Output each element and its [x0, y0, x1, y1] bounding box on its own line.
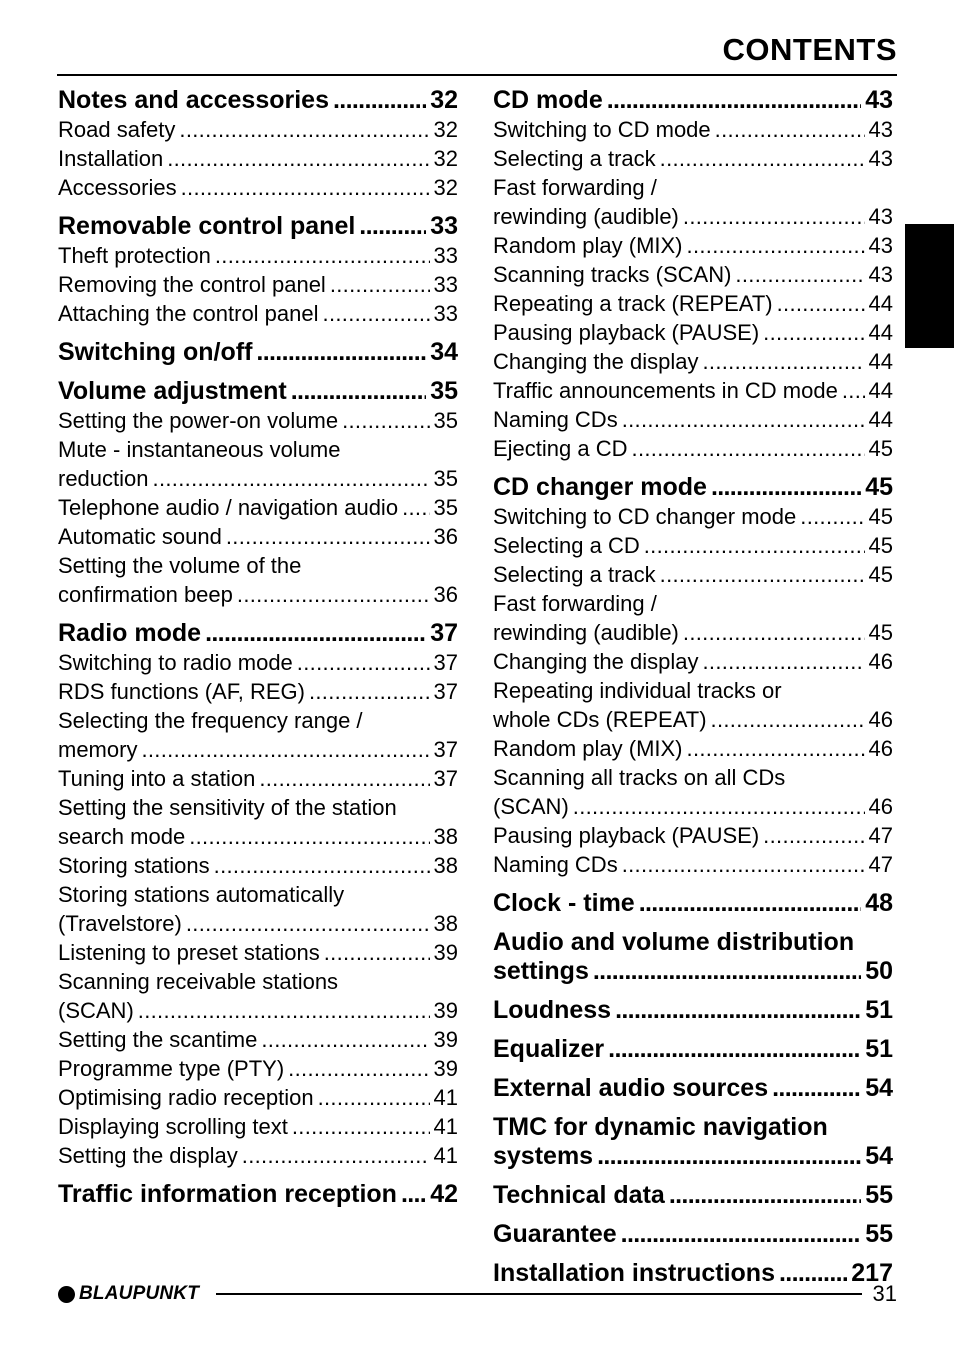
toc-page-number: 47 [868, 823, 893, 848]
toc-right-column [493, 86, 893, 1288]
toc-page-number: 44 [868, 320, 893, 345]
toc-entry[interactable] [493, 289, 893, 318]
toc-page-number: 32 [430, 86, 458, 114]
toc-page-number: 48 [865, 889, 893, 917]
dot-leader [330, 270, 430, 299]
toc-label: Selecting a track [493, 562, 656, 587]
dot-leader [608, 1035, 861, 1064]
section-gap [493, 1249, 893, 1259]
toc-page-number: 37 [433, 650, 458, 675]
toc-page-number: 38 [433, 853, 458, 878]
section-gap [493, 1103, 893, 1113]
toc-label: Setting the power-on volume [58, 408, 339, 433]
toc-page-number: 217 [851, 1259, 893, 1287]
toc-page-number: 42 [430, 1180, 458, 1208]
toc-label: Road safety [58, 117, 176, 142]
dot-leader [632, 434, 865, 463]
toc-page-number: 55 [865, 1220, 893, 1248]
dot-leader [323, 299, 430, 328]
toc-entry[interactable] [58, 822, 458, 851]
toc-entry[interactable] [58, 1112, 458, 1141]
dot-leader [181, 173, 430, 202]
toc-label: Pausing playback (PAUSE) [493, 320, 760, 345]
toc-label: CD changer mode [493, 473, 707, 501]
toc-entry[interactable] [493, 231, 893, 260]
section-gap [493, 986, 893, 996]
toc-label: Notes and accessories [58, 86, 329, 114]
toc-label: (SCAN) [58, 998, 134, 1023]
toc-entry[interactable] [493, 144, 893, 173]
dot-leader [226, 522, 430, 551]
dot-leader [214, 851, 430, 880]
toc-entry[interactable] [58, 1083, 458, 1112]
toc-entry[interactable] [58, 996, 458, 1025]
toc-page-number: 38 [433, 824, 458, 849]
toc-heading[interactable] [493, 86, 893, 115]
toc-label: Switching on/off [58, 338, 253, 366]
toc-page-number: 44 [868, 291, 893, 316]
dot-leader [639, 889, 861, 918]
toc-page-number: 54 [865, 1142, 893, 1170]
toc-label: Programme type (PTY) [58, 1056, 285, 1081]
toc-entry[interactable] [493, 821, 893, 850]
toc-heading[interactable] [493, 889, 893, 918]
toc-page-number: 45 [868, 620, 893, 645]
dot-leader [715, 115, 865, 144]
toc-label: Telephone audio / navigation audio [58, 495, 399, 520]
dot-leader [141, 735, 429, 764]
toc-page-number: 35 [433, 408, 458, 433]
toc-page-number: 36 [433, 524, 458, 549]
toc-page-number: 39 [433, 940, 458, 965]
toc-label: rewinding (audible) [493, 204, 679, 229]
toc-label: Tuning into a station [58, 766, 256, 791]
toc-page-number: 43 [868, 204, 893, 229]
dot-leader [153, 464, 430, 493]
toc-page-number: 35 [433, 495, 458, 520]
section-gap [58, 202, 458, 212]
dot-leader [683, 202, 865, 231]
dot-leader [237, 580, 430, 609]
toc-heading[interactable] [58, 86, 458, 115]
section-gap [493, 1171, 893, 1181]
dot-leader [189, 822, 429, 851]
toc-entry[interactable] [493, 850, 893, 879]
toc-page-number: 46 [868, 707, 893, 732]
toc-label: Setting the display [58, 1143, 238, 1168]
toc-entry[interactable] [58, 493, 458, 522]
section-gap [58, 328, 458, 338]
dot-leader [138, 996, 430, 1025]
toc-label: Listening to preset stations [58, 940, 320, 965]
dot-leader [763, 821, 864, 850]
toc-label: Random play (MIX) [493, 736, 683, 761]
toc-label: Theft protection [58, 243, 211, 268]
toc-page-number: 45 [868, 504, 893, 529]
toc-label: Guarantee [493, 1220, 617, 1248]
toc-entry[interactable] [58, 270, 458, 299]
section-gap [493, 879, 893, 889]
toc-entry[interactable] [58, 173, 458, 202]
toc-page-number: 44 [868, 349, 893, 374]
dot-leader [297, 648, 430, 677]
toc-heading[interactable] [58, 619, 458, 648]
dot-leader [607, 86, 861, 115]
dot-leader [622, 405, 865, 434]
dot-leader [660, 560, 865, 589]
dot-leader [593, 957, 861, 986]
dot-leader [261, 1025, 429, 1054]
toc-label: External audio sources [493, 1074, 769, 1102]
toc-entry-line: Setting the volume of the [58, 553, 302, 578]
toc-entry[interactable] [493, 347, 893, 376]
toc-entry[interactable] [58, 144, 458, 173]
toc-heading-line: Audio and volume distribution [493, 928, 855, 956]
toc-page-number: 41 [433, 1114, 458, 1139]
dot-leader [683, 618, 865, 647]
toc-label: Setting the scantime [58, 1027, 258, 1052]
toc-page-number: 32 [433, 146, 458, 171]
toc-label: Loudness [493, 996, 612, 1024]
toc-entry-line: Storing stations automatically [58, 882, 345, 907]
toc-label: confirmation beep [58, 582, 233, 607]
toc-label: Scanning tracks (SCAN) [493, 262, 732, 287]
toc-label: RDS functions (AF, REG) [58, 679, 305, 704]
toc-page-number: 44 [868, 378, 893, 403]
dot-leader [333, 86, 426, 115]
toc-entry[interactable] [58, 406, 458, 435]
toc-page-number: 34 [430, 338, 458, 366]
toc-heading[interactable] [493, 1220, 893, 1249]
dot-leader [359, 212, 426, 241]
toc-heading[interactable] [493, 1074, 893, 1103]
dot-leader [777, 289, 865, 318]
toc-label: Repeating a track (REPEAT) [493, 291, 773, 316]
toc-entry[interactable] [58, 464, 458, 493]
toc-page-number: 38 [433, 911, 458, 936]
toc-label: Clock - time [493, 889, 635, 917]
toc-heading[interactable] [493, 1181, 893, 1210]
toc-page-number: 46 [868, 794, 893, 819]
toc-page-number: 33 [433, 301, 458, 326]
dot-leader [842, 376, 865, 405]
toc-page-number: 41 [433, 1143, 458, 1168]
dot-leader [669, 1181, 861, 1210]
toc-page-number: 45 [868, 533, 893, 558]
dot-leader [256, 338, 426, 367]
toc-page-number: 33 [430, 212, 458, 240]
toc-label: Naming CDs [493, 407, 618, 432]
toc-entry[interactable] [493, 202, 893, 231]
toc-entry[interactable] [58, 115, 458, 144]
toc-entry[interactable] [493, 705, 893, 734]
dot-leader [215, 241, 430, 270]
dot-leader [597, 1142, 861, 1171]
toc-label: Storing stations [58, 853, 210, 878]
toc-entry-line: Setting the sensitivity of the station [58, 795, 397, 820]
language-tab-marker [905, 224, 954, 348]
dot-leader [402, 493, 429, 522]
toc-page-number: 46 [868, 736, 893, 761]
dot-leader [711, 473, 861, 502]
toc-label: (SCAN) [493, 794, 569, 819]
toc-entry-line: Selecting the frequency range / [58, 708, 363, 733]
dot-leader [702, 647, 864, 676]
toc-left-column [58, 86, 458, 1209]
toc-entry[interactable] [58, 522, 458, 551]
toc-page-number: 33 [433, 243, 458, 268]
section-gap [493, 1064, 893, 1074]
toc-entry[interactable] [58, 735, 458, 764]
dot-leader [622, 850, 865, 879]
toc-page-number: 43 [868, 146, 893, 171]
toc-page-number: 50 [865, 957, 893, 985]
toc-label: Displaying scrolling text [58, 1114, 288, 1139]
toc-heading[interactable] [493, 996, 893, 1025]
footer-rule [216, 1293, 862, 1295]
toc-label: Switching to CD mode [493, 117, 711, 142]
page-number: 31 [872, 1281, 897, 1306]
dot-leader [242, 1141, 430, 1170]
toc-label: Removable control panel [58, 212, 356, 240]
toc-page-number: 51 [865, 1035, 893, 1063]
toc-page-number: 43 [868, 262, 893, 287]
toc-page-number: 44 [868, 407, 893, 432]
toc-heading[interactable] [493, 957, 893, 986]
dot-leader [186, 909, 430, 938]
toc-entry[interactable] [58, 677, 458, 706]
toc-label: whole CDs (REPEAT) [493, 707, 707, 732]
toc-heading[interactable] [493, 1035, 893, 1064]
toc-entry[interactable] [493, 376, 893, 405]
toc-entry[interactable] [493, 115, 893, 144]
dot-leader [291, 377, 426, 406]
toc-label: memory [58, 737, 138, 762]
section-gap [493, 1025, 893, 1035]
toc-label: Technical data [493, 1181, 665, 1209]
dot-leader [288, 1054, 429, 1083]
dot-leader [687, 231, 865, 260]
toc-entry[interactable] [493, 792, 893, 821]
toc-page-number: 43 [868, 117, 893, 142]
toc-page-number: 45 [868, 562, 893, 587]
toc-page-number: 37 [430, 619, 458, 647]
toc-page-number: 35 [433, 466, 458, 491]
toc-page-number: 32 [433, 117, 458, 142]
toc-entry[interactable] [493, 618, 893, 647]
toc-entry[interactable] [493, 434, 893, 463]
toc-page-number: 46 [868, 649, 893, 674]
toc-label: Radio mode [58, 619, 202, 647]
toc-entry[interactable] [58, 1025, 458, 1054]
toc-label: Optimising radio reception [58, 1085, 314, 1110]
dot-leader [324, 938, 430, 967]
toc-page-number: 39 [433, 998, 458, 1023]
toc-entry[interactable] [493, 531, 893, 560]
toc-label: search mode [58, 824, 186, 849]
toc-label: Traffic announcements in CD mode [493, 378, 838, 403]
toc-page-number: 35 [430, 377, 458, 405]
toc-entry[interactable] [493, 560, 893, 589]
toc-entry[interactable] [58, 580, 458, 609]
toc-entry-line: Scanning receivable stations [58, 969, 339, 994]
toc-label: Volume adjustment [58, 377, 287, 405]
toc-label: Switching to CD changer mode [493, 504, 797, 529]
section-gap [58, 609, 458, 619]
toc-label: rewinding (audible) [493, 620, 679, 645]
toc-label: CD mode [493, 86, 603, 114]
toc-entry[interactable] [493, 260, 893, 289]
toc-entry-line: Scanning all tracks on all CDs [493, 765, 786, 790]
toc-label: Installation instructions [493, 1259, 775, 1287]
dot-leader [167, 144, 429, 173]
toc-heading[interactable] [58, 377, 458, 406]
toc-label: Traffic information reception [58, 1180, 397, 1208]
toc-label: Attaching the control panel [58, 301, 319, 326]
toc-label: Changing the display [493, 649, 699, 674]
section-gap [58, 1170, 458, 1180]
section-gap [58, 367, 458, 377]
dot-leader [401, 1180, 426, 1209]
dot-leader [309, 677, 430, 706]
dot-leader [573, 792, 865, 821]
toc-label: (Travelstore) [58, 911, 182, 936]
dot-leader [644, 531, 865, 560]
toc-entry[interactable] [58, 1054, 458, 1083]
dot-leader [800, 502, 864, 531]
toc-entry[interactable] [493, 318, 893, 347]
toc-label: Selecting a CD [493, 533, 640, 558]
toc-heading[interactable] [493, 473, 893, 502]
toc-page-number: 33 [433, 272, 458, 297]
toc-page-number: 45 [865, 473, 893, 501]
toc-page-number: 39 [433, 1056, 458, 1081]
toc-entry[interactable] [58, 1141, 458, 1170]
dot-leader [615, 996, 861, 1025]
toc-page-number: 55 [865, 1181, 893, 1209]
dot-leader [702, 347, 864, 376]
toc-page-number: 41 [433, 1085, 458, 1110]
toc-label: Installation [58, 146, 164, 171]
dot-leader [259, 764, 429, 793]
toc-label: Ejecting a CD [493, 436, 628, 461]
dot-leader [179, 115, 429, 144]
dot-leader [735, 260, 864, 289]
toc-entry[interactable] [58, 909, 458, 938]
toc-page-number: 39 [433, 1027, 458, 1052]
logo-dot-icon [58, 1286, 75, 1303]
toc-entry[interactable] [493, 405, 893, 434]
dot-leader [621, 1220, 862, 1249]
toc-page-number: 37 [433, 737, 458, 762]
toc-heading-line: TMC for dynamic navigation [493, 1113, 828, 1141]
toc-heading[interactable] [58, 1180, 458, 1209]
dot-leader [763, 318, 864, 347]
toc-entry[interactable] [58, 648, 458, 677]
toc-label: Changing the display [493, 349, 699, 374]
dot-leader [687, 734, 865, 763]
page-title: CONTENTS [722, 32, 897, 67]
dot-leader [292, 1112, 430, 1141]
toc-page-number: 37 [433, 679, 458, 704]
toc-entry-line: Mute - instantaneous volume [58, 437, 341, 462]
toc-entry[interactable] [58, 764, 458, 793]
toc-page-number: 32 [433, 175, 458, 200]
dot-leader [779, 1259, 847, 1288]
toc-label: Naming CDs [493, 852, 618, 877]
dot-leader [342, 406, 429, 435]
toc-label: settings [493, 957, 589, 985]
section-gap [493, 918, 893, 928]
toc-label: Random play (MIX) [493, 233, 683, 258]
toc-label: systems [493, 1142, 594, 1170]
dot-leader [660, 144, 865, 173]
dot-leader [205, 619, 426, 648]
toc-label: Automatic sound [58, 524, 222, 549]
dot-leader [318, 1083, 430, 1112]
toc-label: Equalizer [493, 1035, 605, 1063]
toc-entry[interactable] [58, 299, 458, 328]
toc-page-number: 45 [868, 436, 893, 461]
toc-label: Pausing playback (PAUSE) [493, 823, 760, 848]
toc-entry[interactable] [493, 502, 893, 531]
toc-page-number: 54 [865, 1074, 893, 1102]
toc-entry[interactable] [58, 851, 458, 880]
toc-heading[interactable] [58, 212, 458, 241]
toc-label: Removing the control panel [58, 272, 326, 297]
toc-page-number: 47 [868, 852, 893, 877]
section-gap [493, 463, 893, 473]
brand-logo [58, 1283, 199, 1305]
toc-entry-line: Repeating individual tracks or [493, 678, 782, 703]
toc-entry-line: Fast forwarding / [493, 591, 657, 616]
title-rule [57, 74, 897, 76]
toc-entry[interactable] [58, 241, 458, 270]
toc-label: reduction [58, 466, 149, 491]
toc-page-number: 43 [865, 86, 893, 114]
toc-label: Selecting a track [493, 146, 656, 171]
toc-page-number: 36 [433, 582, 458, 607]
toc-entry[interactable] [58, 938, 458, 967]
toc-heading[interactable] [58, 338, 458, 367]
dot-leader [711, 705, 865, 734]
toc-label: Accessories [58, 175, 177, 200]
toc-page-number: 37 [433, 766, 458, 791]
toc-entry[interactable] [493, 647, 893, 676]
section-gap [493, 1210, 893, 1220]
toc-heading[interactable] [493, 1259, 893, 1288]
brand-name: BLAUPUNKT [79, 1283, 200, 1304]
toc-entry-line: Fast forwarding / [493, 175, 657, 200]
toc-page-number: 43 [868, 233, 893, 258]
dot-leader [772, 1074, 861, 1103]
toc-heading[interactable] [493, 1142, 893, 1171]
toc-entry[interactable] [493, 734, 893, 763]
toc-label: Switching to radio mode [58, 650, 293, 675]
toc-page-number: 51 [865, 996, 893, 1024]
